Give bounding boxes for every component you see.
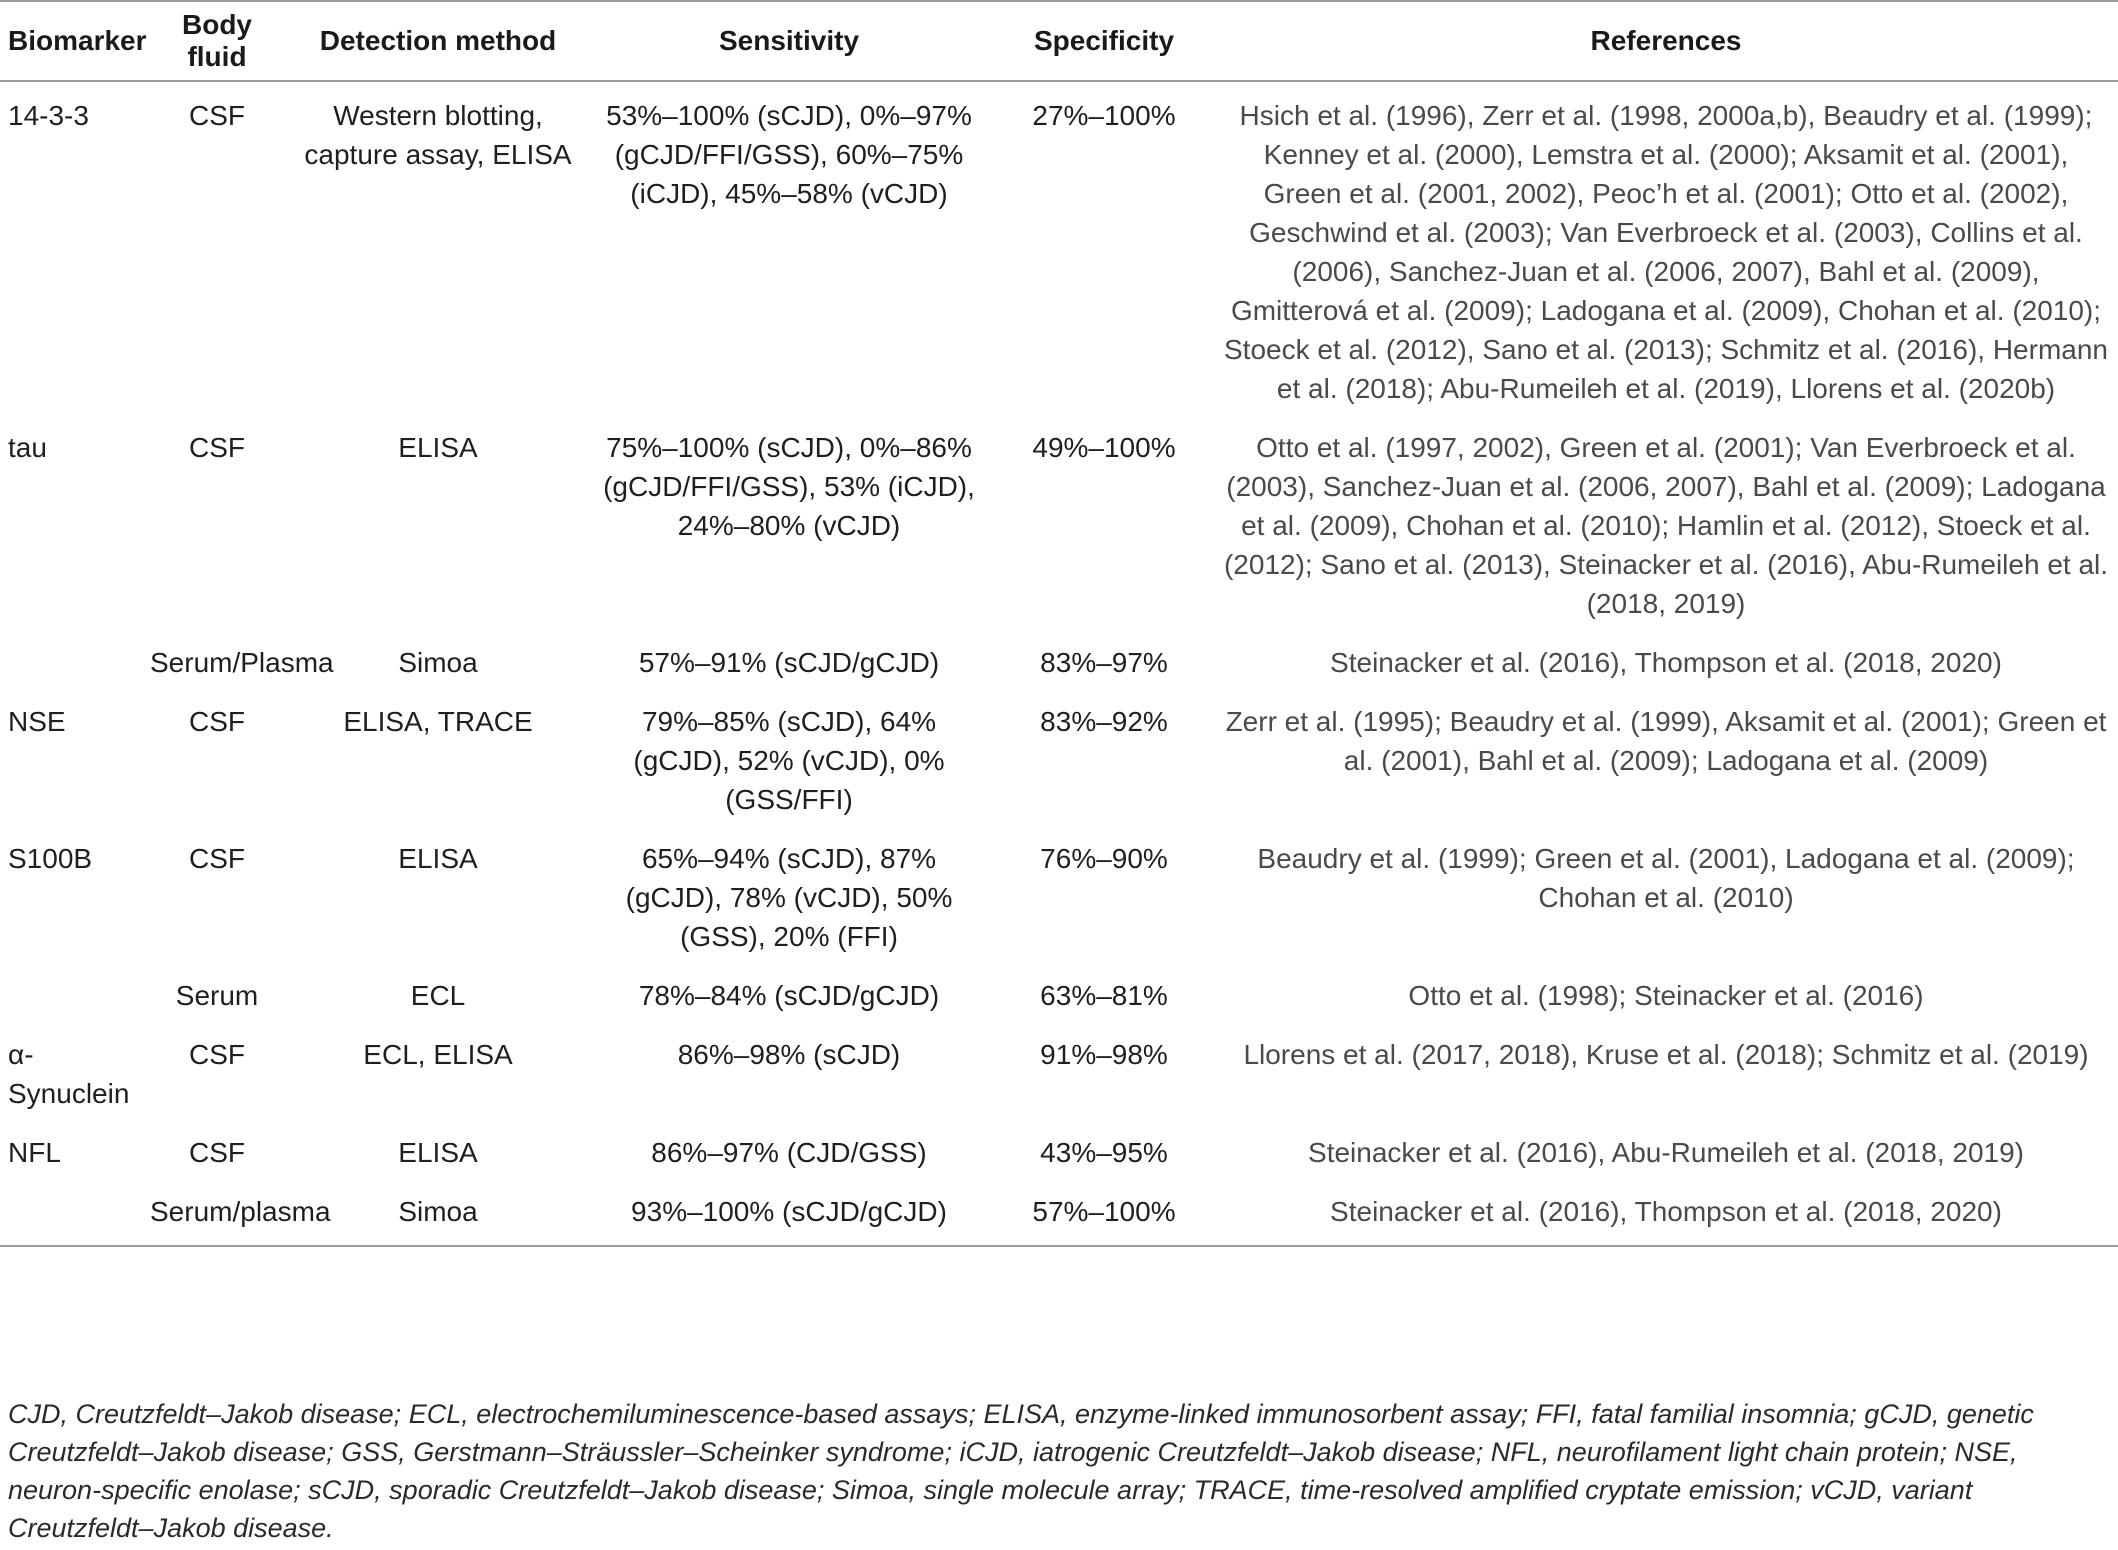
table-row xyxy=(0,418,2118,633)
cell-references: Steinacker et al. (2016), Abu-Rumeileh et al. (2018, 2019) xyxy=(1308,1137,2024,1168)
cell-body-fluid: CSF xyxy=(189,706,245,737)
cell-body-fluid: CSF xyxy=(189,1137,245,1168)
table-row xyxy=(0,81,2118,418)
cell-detection-method: ELISA xyxy=(398,432,478,463)
cell-detection-method: Simoa xyxy=(398,647,478,678)
table-row xyxy=(0,633,2118,692)
cell-specificity: 49%–100% xyxy=(1032,432,1176,463)
cell-specificity: 57%–100% xyxy=(994,1182,1214,1246)
cell-specificity: 63%–81% xyxy=(1040,980,1168,1011)
cell-body-fluid: CSF xyxy=(189,100,245,131)
cell-detection-method: ELISA xyxy=(398,843,478,874)
cell-specificity: 43%–95% xyxy=(1040,1137,1168,1168)
cell-specificity: 27%–100% xyxy=(1032,100,1176,131)
cell-references: Hsich et al. (1996), Zerr et al. (1998, 2000a,b), Beaudry et al. (1999); Kenney et al. (2000), Lemstra et al. (2000); Aksamit et al. (2001), Green et al. (2001, 2002), Peoc’h et al. (2001); Otto et al. (2002), Geschwind et al. (2003); Van Everbroeck et al. (2003), Collins et al. (2006), Sanchez-Juan et al. (2006, 2007), Bahl et al. (2009), Gmitterová et al. (2009); Ladogana et al. (2009), Chohan et al. (2010); Stoeck et al. (2012), Sano et al. (2013); Schmitz et al. (2016), Hermann et al. (2018); Abu-Rumeileh et al. (2019), Llorens et al. (2020b) xyxy=(1224,100,2108,404)
cell-references: Otto et al. (1997, 2002), Green et al. (2001); Van Everbroeck et al. (2003), Sanchez-Juan et al. (2006, 2007), Bahl et al. (2009); Ladogana et al. (2009), Chohan et al. (2010); Hamlin et al. (2012), Stoeck et al. (2012); Sano et al. (2013), Steinacker et al. (2016), Abu-Rumeileh et al. (2018, 2019) xyxy=(1223,432,2109,619)
table-header xyxy=(0,1,2118,81)
cell-biomarker xyxy=(0,966,142,1025)
header-references: References xyxy=(1214,1,2118,81)
cell-references: Steinacker et al. (2016), Thompson et al. (2018, 2020) xyxy=(1214,1182,2118,1246)
cell-biomarker: tau xyxy=(8,432,47,463)
cell-sensitivity: 78%–84% (sCJD/gCJD) xyxy=(638,980,940,1011)
header-biomarker: Biomarker xyxy=(0,1,142,81)
header-row xyxy=(0,1,2118,81)
header-body-fluid: Body fluid xyxy=(142,1,292,81)
cell-references: Otto et al. (1998); Steinacker et al. (2016) xyxy=(1408,980,1924,1011)
table-row xyxy=(0,1182,2118,1246)
cell-biomarker: NSE xyxy=(8,706,66,737)
cell-specificity: 83%–92% xyxy=(1040,706,1168,737)
table-row xyxy=(0,966,2118,1025)
cell-detection-method: Western blotting, capture assay, ELISA xyxy=(304,100,572,170)
cell-sensitivity: 53%–100% (sCJD), 0%–97% (gCJD/FFI/GSS), 60%–75% (iCJD), 45%–58% (vCJD) xyxy=(606,100,972,209)
cell-body-fluid: Serum xyxy=(175,980,259,1011)
cell-body-fluid: Serum/plasma xyxy=(142,1182,292,1246)
cell-sensitivity: 93%–100% (sCJD/gCJD) xyxy=(584,1182,994,1246)
cell-biomarker: NFL xyxy=(8,1137,61,1168)
cell-detection-method: ELISA xyxy=(398,1137,478,1168)
cell-references: Llorens et al. (2017, 2018), Kruse et al. (2018); Schmitz et al. (2019) xyxy=(1243,1039,2089,1070)
cell-specificity: 76%–90% xyxy=(1040,843,1168,874)
cell-biomarker: 14-3-3 xyxy=(8,100,89,131)
cell-specificity: 91%–98% xyxy=(1040,1039,1168,1070)
header-detection-method: Detection method xyxy=(292,1,584,81)
cell-sensitivity: 57%–91% (sCJD/gCJD) xyxy=(638,647,940,678)
cell-biomarker: S100B xyxy=(8,843,93,874)
cell-body-fluid: CSF xyxy=(189,843,245,874)
table-row xyxy=(0,692,2118,829)
cell-sensitivity: 79%–85% (sCJD), 64% (gCJD), 52% (vCJD), 0% (GSS/FFI) xyxy=(633,706,945,815)
table-row xyxy=(0,1025,2118,1123)
cell-body-fluid: Serum/Plasma xyxy=(150,647,334,678)
table-footnote: CJD, Creutzfeldt–Jakob disease; ECL, electrochemiluminescence-based assays; ELISA, enzyme-linked immunosorbent assay; FFI, fatal familial insomnia; gCJD, genetic Creutzfeldt–Jakob disease; GSS, Gerstmann–Sträussler–Scheinker syndrome; iCJD, iatrogenic Creutzfeldt–Jakob disease; NFL, neurofilament light chain protein; NSE, neuron-specific enolase; sCJD, sporadic Creutzfeldt–Jakob disease; Simoa, single molecule array; TRACE, time-resolved amplified cryptate emission; vCJD, variant Creutzfeldt–Jakob disease. xyxy=(8,1399,2034,1543)
cell-references: Zerr et al. (1995); Beaudry et al. (1999), Aksamit et al. (2001); Green et al. (2001), Bahl et al. (2009); Ladogana et al. (2009) xyxy=(1225,706,2107,776)
cell-detection-method: ELISA, TRACE xyxy=(343,706,533,737)
table-body xyxy=(0,81,2118,1246)
cell-body-fluid: CSF xyxy=(189,432,245,463)
cell-detection-method: ECL xyxy=(410,980,466,1011)
cell-sensitivity: 75%–100% (sCJD), 0%–86% (gCJD/FFI/GSS), 53% (iCJD), 24%–80% (vCJD) xyxy=(603,432,975,541)
header-specificity: Specificity xyxy=(994,1,1214,81)
cell-references: Steinacker et al. (2016), Thompson et al. (2018, 2020) xyxy=(1330,647,2002,678)
cell-sensitivity: 65%–94% (sCJD), 87% (gCJD), 78% (vCJD), 50% (GSS), 20% (FFI) xyxy=(625,843,953,952)
table-row xyxy=(0,1123,2118,1182)
cell-biomarker xyxy=(0,1182,142,1246)
cell-references: Beaudry et al. (1999); Green et al. (2001), Ladogana et al. (2009); Chohan et al. (2010) xyxy=(1257,843,2075,913)
cell-specificity: 83%–97% xyxy=(1040,647,1168,678)
cell-biomarker xyxy=(0,633,142,692)
cell-biomarker: α-Synuclein xyxy=(8,1039,130,1109)
cell-body-fluid: CSF xyxy=(189,1039,245,1070)
cell-detection-method: Simoa xyxy=(292,1182,584,1246)
header-sensitivity: Sensitivity xyxy=(584,1,994,81)
cell-sensitivity: 86%–97% (CJD/GSS) xyxy=(651,1137,927,1168)
cell-sensitivity: 86%–98% (sCJD) xyxy=(677,1039,901,1070)
cell-detection-method: ECL, ELISA xyxy=(363,1039,513,1070)
table-row xyxy=(0,829,2118,966)
